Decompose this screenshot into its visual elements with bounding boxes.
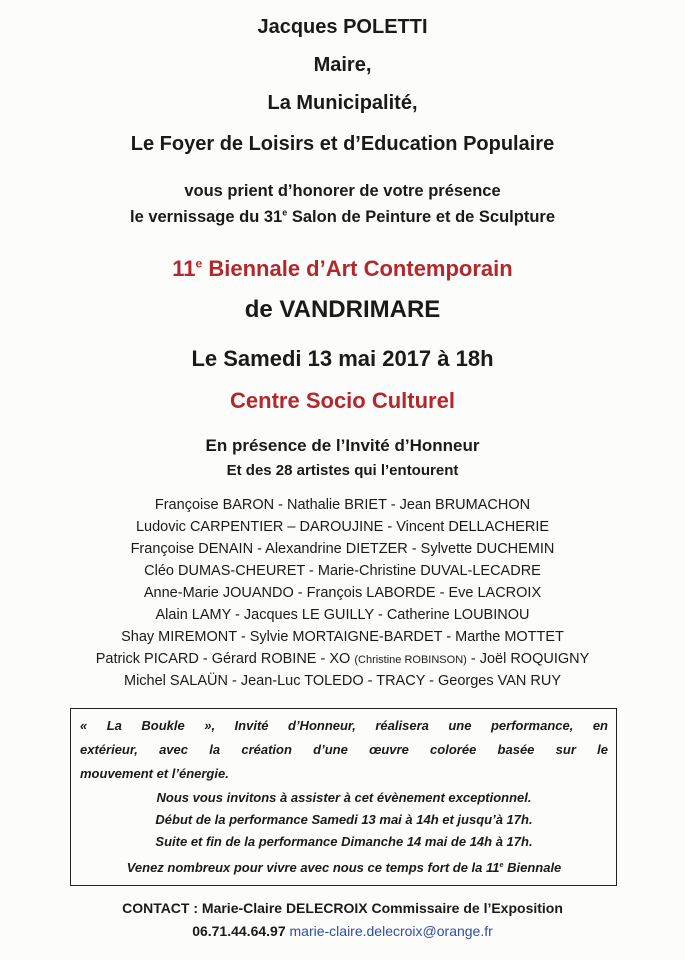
guest-line: En présence de l’Invité d’Honneur — [205, 436, 480, 455]
mayor-title: Maire, — [313, 54, 372, 76]
municipality: La Municipalité, — [267, 92, 418, 114]
contact-details — [0, 923, 685, 939]
performance-line-1: « La Boukle », Invité d’Honneur, réalisera une performance, en — [80, 718, 608, 733]
artist-list-line — [0, 651, 685, 667]
artist-list-line: Michel SALAÜN - Jean-Luc TOLEDO - TRACY - Georges VAN RUY — [123, 673, 562, 689]
artist-alias-note: (Christine ROBINSON) — [354, 654, 467, 666]
performance-line-7 — [80, 858, 608, 878]
performance-line-7-start: Venez nombreux pour vivre avec nous ce temps fort de la 11 — [126, 860, 500, 875]
artist-line-8-start: Patrick PICARD - Gérard ROBINE - XO — [95, 651, 355, 667]
biennale-number: 11 — [172, 256, 196, 281]
biennale-sup: e — [195, 256, 203, 271]
biennale-rest: Biennale d’Art Contemporain — [202, 256, 513, 281]
contact-phone: 06.71.44.64.97 — [192, 923, 286, 939]
artist-list-line: Shay MIREMONT - Sylvie MORTAIGNE-BARDET - Marthe MOTTET — [121, 629, 564, 645]
performance-line-6: Suite et fin de la performance Dimanche 14 mai de 14h à 17h. — [155, 834, 533, 849]
artist-list-line: Françoise BARON - Nathalie BRIET - Jean BRUMACHON — [154, 497, 531, 513]
artist-list-line: Ludovic CARPENTIER – DAROUJINE - Vincent DELLACHERIE — [135, 519, 550, 535]
invite-line-2-end: Salon de Peinture et de Sculpture — [287, 208, 556, 226]
performance-line-7-end: Biennale — [503, 860, 562, 875]
contact-line: CONTACT : Marie-Claire DELECROIX Commissaire de l’Exposition — [122, 900, 563, 916]
performance-line-5: Début de la performance Samedi 13 mai à 14h et jusqu’à 17h. — [155, 812, 533, 827]
artist-list-line: Anne-Marie JOUANDO - François LABORDE - Eve LACROIX — [143, 585, 542, 601]
artist-list-line: Alain LAMY - Jacques LE GUILLY - Catherine LOUBINOU — [155, 607, 530, 623]
biennale-title — [0, 256, 685, 282]
ordinal-sup: e — [282, 207, 288, 218]
foyer-name: Le Foyer de Loisirs et d’Education Populaire — [130, 133, 555, 155]
invite-line-2-start: le vernissage du 31 — [129, 208, 283, 226]
performance-ordinal-sup: e — [499, 861, 504, 869]
mayor-name: Jacques POLETTI — [257, 16, 428, 38]
artist-list-line: Cléo DUMAS-CHEURET - Marie-Christine DUVAL-LECADRE — [144, 563, 541, 579]
event-date: Le Samedi 13 mai 2017 à 18h — [191, 346, 494, 371]
place-line: de VANDRIMARE — [244, 296, 441, 323]
performance-line-3: mouvement et l’énergie. — [80, 766, 229, 781]
event-venue: Centre Socio Culturel — [230, 388, 455, 413]
performance-line-4: Nous vous invitons à assister à cet évènement exceptionnel. — [156, 790, 532, 805]
performance-line-2: extérieur, avec la création d’une œuvre colorée basée sur le — [80, 742, 608, 757]
invite-line-2 — [0, 208, 685, 227]
invite-line-1: vous prient d’honorer de votre présence — [184, 182, 501, 200]
artist-list-line: Françoise DENAIN - Alexandrine DIETZER - Sylvette DUCHEMIN — [130, 541, 555, 557]
artist-line-8-end: - Joël ROQUIGNY — [466, 651, 590, 667]
artists-count-line: Et des 28 artistes qui l’entourent — [226, 462, 459, 479]
contact-email-link[interactable]: marie-claire.delecroix@orange.fr — [289, 923, 493, 939]
